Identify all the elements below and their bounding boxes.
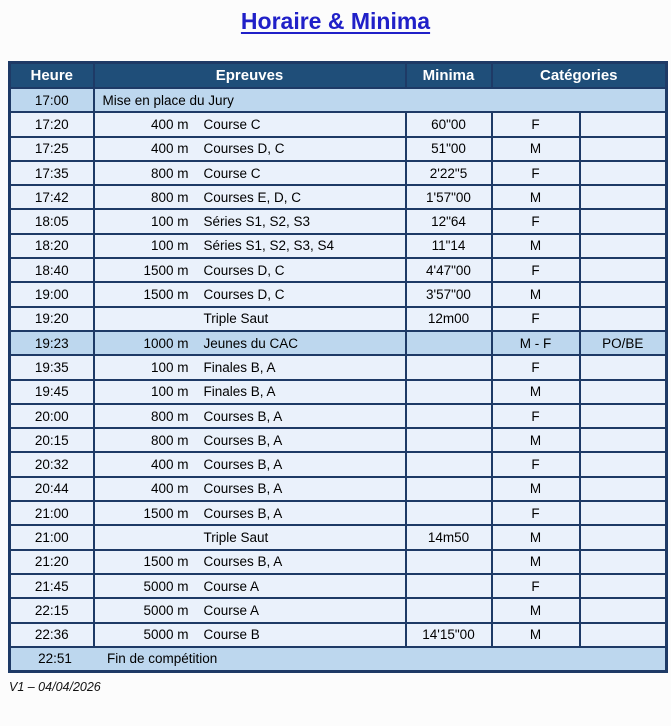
category-cell: M bbox=[492, 380, 580, 404]
event-label: Courses D, C bbox=[203, 262, 285, 278]
time-cell: 17:35 bbox=[10, 161, 94, 185]
header-minima: Minima bbox=[406, 63, 492, 89]
table-row bbox=[10, 137, 667, 161]
extra-category-cell bbox=[580, 501, 667, 525]
minima-cell bbox=[406, 477, 492, 501]
event-cell bbox=[94, 452, 406, 476]
table-row bbox=[10, 477, 667, 501]
schedule-table bbox=[8, 61, 668, 673]
minima-cell bbox=[406, 404, 492, 428]
category-cell: F bbox=[492, 452, 580, 476]
category-cell: M bbox=[492, 137, 580, 161]
extra-category-cell bbox=[580, 185, 667, 209]
merged-event-cell bbox=[94, 88, 667, 112]
extra-category-cell bbox=[580, 282, 667, 306]
minima-cell bbox=[406, 452, 492, 476]
table-row bbox=[10, 112, 667, 136]
event-cell bbox=[94, 185, 406, 209]
table-header-row bbox=[10, 63, 667, 89]
time-cell: 19:00 bbox=[10, 282, 94, 306]
table-row bbox=[10, 307, 667, 331]
distance-label: 5000 m bbox=[143, 602, 189, 618]
event-label: Courses D, C bbox=[203, 141, 285, 157]
extra-category-cell bbox=[580, 307, 667, 331]
minima-cell bbox=[406, 574, 492, 598]
extra-category-cell bbox=[580, 550, 667, 574]
event-cell bbox=[94, 428, 406, 452]
extra-category-cell bbox=[580, 137, 667, 161]
time-cell: 20:00 bbox=[10, 404, 94, 428]
table-row bbox=[10, 88, 667, 112]
event-cell bbox=[94, 525, 406, 549]
event-label: Course C bbox=[203, 165, 261, 181]
time-cell: 22:36 bbox=[10, 623, 94, 647]
event-cell bbox=[94, 623, 406, 647]
table-row bbox=[10, 404, 667, 428]
event-label: Triple Saut bbox=[203, 529, 269, 545]
event-cell bbox=[94, 331, 406, 355]
time-cell: 18:05 bbox=[10, 209, 94, 233]
distance-label: 800 m bbox=[150, 432, 189, 448]
event-label: Courses B, A bbox=[203, 554, 283, 570]
table-row bbox=[10, 258, 667, 282]
distance-label: 400 m bbox=[150, 481, 189, 497]
event-label: Courses B, A bbox=[203, 432, 283, 448]
distance-label: 100 m bbox=[150, 384, 189, 400]
event-label: Séries S1, S2, S3 bbox=[203, 214, 311, 230]
event-cell bbox=[94, 234, 406, 258]
event-label: Courses B, A bbox=[203, 457, 283, 473]
distance-label: 1000 m bbox=[143, 335, 189, 351]
event-label: Courses E, D, C bbox=[203, 189, 302, 205]
category-cell: F bbox=[492, 404, 580, 428]
event-cell bbox=[94, 137, 406, 161]
event-label: Fin de compétition bbox=[107, 651, 218, 667]
time-cell: 20:32 bbox=[10, 452, 94, 476]
category-cell: F bbox=[492, 112, 580, 136]
table-row bbox=[10, 234, 667, 258]
extra-category-cell bbox=[580, 452, 667, 476]
time-cell: 18:20 bbox=[10, 234, 94, 258]
category-cell: F bbox=[492, 501, 580, 525]
extra-category-cell bbox=[580, 112, 667, 136]
distance-label: 100 m bbox=[150, 359, 189, 375]
distance-label: 400 m bbox=[150, 141, 189, 157]
table-row bbox=[10, 355, 667, 379]
category-cell: M bbox=[492, 525, 580, 549]
distance-label: 400 m bbox=[150, 457, 189, 473]
time-cell: 17:20 bbox=[10, 112, 94, 136]
distance-label: 100 m bbox=[150, 238, 189, 254]
table-row bbox=[10, 501, 667, 525]
merged-row-cell bbox=[10, 647, 667, 672]
category-cell: F bbox=[492, 209, 580, 233]
event-label: Courses B, A bbox=[203, 505, 283, 521]
event-label: Triple Saut bbox=[203, 311, 269, 327]
event-label: Jeunes du CAC bbox=[203, 335, 299, 351]
table-row bbox=[10, 574, 667, 598]
event-cell bbox=[94, 501, 406, 525]
event-cell bbox=[94, 209, 406, 233]
category-cell: F bbox=[492, 307, 580, 331]
event-label: Courses B, A bbox=[203, 408, 283, 424]
extra-category-cell bbox=[580, 574, 667, 598]
table-row bbox=[10, 282, 667, 306]
page-title bbox=[0, 8, 671, 40]
minima-cell bbox=[406, 355, 492, 379]
extra-category-cell bbox=[580, 623, 667, 647]
extra-category-cell bbox=[580, 380, 667, 404]
table-row bbox=[10, 185, 667, 209]
schedule-table-body bbox=[10, 88, 667, 672]
header-categories: Catégories bbox=[492, 63, 667, 89]
extra-category-cell bbox=[580, 428, 667, 452]
time-cell: 22:51 bbox=[38, 651, 72, 667]
time-cell: 21:00 bbox=[10, 501, 94, 525]
event-label: Finales B, A bbox=[203, 384, 276, 400]
header-epreuves: Epreuves bbox=[94, 63, 406, 89]
minima-cell: 2'22"5 bbox=[406, 161, 492, 185]
event-label: Course B bbox=[203, 627, 260, 643]
extra-category-cell bbox=[580, 598, 667, 622]
event-cell bbox=[94, 258, 406, 282]
distance-label: 1500 m bbox=[143, 554, 189, 570]
time-cell: 19:35 bbox=[10, 355, 94, 379]
event-label: Mise en place du Jury bbox=[102, 92, 234, 108]
event-cell bbox=[94, 112, 406, 136]
event-label: Séries S1, S2, S3, S4 bbox=[203, 238, 335, 254]
time-cell: 20:44 bbox=[10, 477, 94, 501]
time-cell: 19:20 bbox=[10, 307, 94, 331]
distance-label: 1500 m bbox=[143, 262, 189, 278]
distance-label: 5000 m bbox=[143, 578, 189, 594]
category-cell: F bbox=[492, 574, 580, 598]
event-cell bbox=[94, 574, 406, 598]
time-cell: 17:25 bbox=[10, 137, 94, 161]
minima-cell: 4'47"00 bbox=[406, 258, 492, 282]
extra-category-cell bbox=[580, 209, 667, 233]
time-cell: 17:42 bbox=[10, 185, 94, 209]
category-cell: M bbox=[492, 428, 580, 452]
category-cell: F bbox=[492, 355, 580, 379]
event-cell bbox=[94, 380, 406, 404]
time-cell: 22:15 bbox=[10, 598, 94, 622]
extra-category-cell bbox=[580, 525, 667, 549]
event-cell bbox=[94, 550, 406, 574]
table-row bbox=[10, 550, 667, 574]
distance-label: 800 m bbox=[150, 189, 189, 205]
page-title-text: Horaire & Minima bbox=[240, 8, 431, 34]
category-cell: M bbox=[492, 623, 580, 647]
distance-label: 800 m bbox=[150, 408, 189, 424]
table-row bbox=[10, 452, 667, 476]
distance-label: 400 m bbox=[150, 116, 189, 132]
extra-category-cell bbox=[580, 161, 667, 185]
extra-category-cell bbox=[580, 258, 667, 282]
extra-category-cell bbox=[580, 404, 667, 428]
category-cell: F bbox=[492, 161, 580, 185]
category-cell: M bbox=[492, 550, 580, 574]
header-heure: Heure bbox=[10, 63, 94, 89]
event-cell bbox=[94, 355, 406, 379]
table-row bbox=[10, 380, 667, 404]
minima-cell bbox=[406, 428, 492, 452]
event-cell bbox=[94, 307, 406, 331]
distance-label: 1500 m bbox=[143, 287, 189, 303]
table-row bbox=[10, 209, 667, 233]
minima-cell: 14'15"00 bbox=[406, 623, 492, 647]
time-cell: 21:20 bbox=[10, 550, 94, 574]
category-cell: M bbox=[492, 185, 580, 209]
category-cell: M bbox=[492, 477, 580, 501]
extra-category-cell: PO/BE bbox=[580, 331, 667, 355]
minima-cell bbox=[406, 550, 492, 574]
distance-label: 100 m bbox=[150, 214, 189, 230]
table-row bbox=[10, 428, 667, 452]
table-row bbox=[10, 331, 667, 355]
minima-cell: 60"00 bbox=[406, 112, 492, 136]
minima-cell: 12"64 bbox=[406, 209, 492, 233]
time-cell: 20:15 bbox=[10, 428, 94, 452]
minima-cell bbox=[406, 501, 492, 525]
category-cell: M bbox=[492, 234, 580, 258]
event-cell bbox=[94, 477, 406, 501]
extra-category-cell bbox=[580, 355, 667, 379]
time-cell: 21:00 bbox=[10, 525, 94, 549]
distance-label: 1500 m bbox=[143, 505, 189, 521]
event-label: Finales B, A bbox=[203, 359, 276, 375]
minima-cell: 3'57"00 bbox=[406, 282, 492, 306]
event-label: Courses D, C bbox=[203, 287, 285, 303]
table-row bbox=[10, 598, 667, 622]
version-footer: V1 – 04/04/2026 bbox=[9, 680, 101, 695]
event-label: Courses B, A bbox=[203, 481, 283, 497]
event-label: Course A bbox=[203, 578, 260, 594]
minima-cell: 51"00 bbox=[406, 137, 492, 161]
minima-cell bbox=[406, 331, 492, 355]
minima-cell: 12m00 bbox=[406, 307, 492, 331]
minima-cell: 14m50 bbox=[406, 525, 492, 549]
category-cell: M - F bbox=[492, 331, 580, 355]
category-cell: M bbox=[492, 282, 580, 306]
event-cell bbox=[94, 161, 406, 185]
minima-cell bbox=[406, 598, 492, 622]
minima-cell bbox=[406, 380, 492, 404]
table-row bbox=[10, 161, 667, 185]
time-cell: 18:40 bbox=[10, 258, 94, 282]
minima-cell: 11"14 bbox=[406, 234, 492, 258]
time-cell: 17:00 bbox=[10, 88, 94, 112]
event-label: Course A bbox=[203, 602, 260, 618]
distance-label: 800 m bbox=[150, 165, 189, 181]
event-label: Course C bbox=[203, 116, 261, 132]
extra-category-cell bbox=[580, 234, 667, 258]
category-cell: F bbox=[492, 258, 580, 282]
extra-category-cell bbox=[580, 477, 667, 501]
distance-label: 5000 m bbox=[143, 627, 189, 643]
table-row bbox=[10, 647, 667, 672]
table-row bbox=[10, 623, 667, 647]
minima-cell: 1'57"00 bbox=[406, 185, 492, 209]
event-cell bbox=[94, 282, 406, 306]
event-cell bbox=[94, 404, 406, 428]
category-cell: M bbox=[492, 598, 580, 622]
table-row bbox=[10, 525, 667, 549]
time-cell: 19:45 bbox=[10, 380, 94, 404]
time-cell: 21:45 bbox=[10, 574, 94, 598]
merged-row-inner bbox=[11, 651, 665, 666]
event-cell bbox=[94, 598, 406, 622]
time-cell: 19:23 bbox=[10, 331, 94, 355]
